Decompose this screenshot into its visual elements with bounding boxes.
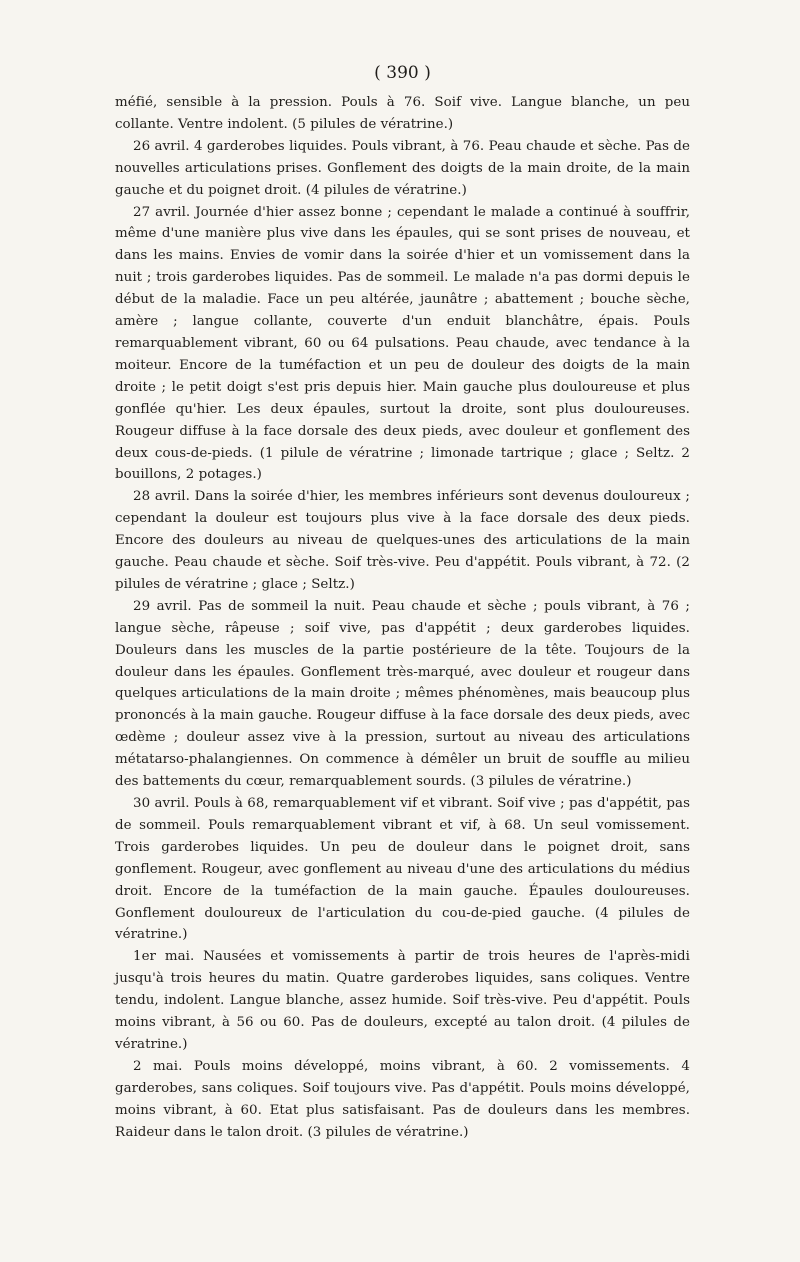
paragraph-2-mai: 2 mai. Pouls moins développé, moins vibrant, à 60. 2 vomissements. 4 garderobes, sans coliques. Soif toujours vive. Pas d'appétit. Pouls moins développé, moins vibrant, à 60. Etat plus satisfaisant. Pas de douleurs dans les membres. Raideur dans le talon droit. (3 pilules de vératrine.) [115, 1058, 690, 1140]
paragraph-1er-mai: 1er mai. Nausées et vomissements à partir de trois heures de l'après-midi jusqu'à trois heures du matin. Quatre garderobes liquides, sans coliques. Ventre tendu, indolent. Langue blanche, assez humide. Soif très-vive. Peu d'appétit. Pouls moins vibrant, à 56 ou 60. Pas de douleurs, excepté au talon droit. (4 pilules de vératrine.) [115, 949, 690, 1052]
paragraph-29-avril: 29 avril. Pas de sommeil la nuit. Peau chaude et sèche ; pouls vibrant, à 76 ; langue sèche, râpeuse ; soif vive, pas d'appétit ; deux garderobes liquides. Douleurs dans les muscles de la partie postérieure de la tête. Toujours de la douleur dans les épaules. Gonflement très-marqué, avec douleur et rougeur dans quelques articulations de la main droite ; mêmes phénomènes, mais beaucoup plus prononcés à la main gauche. Rougeur diffuse à la face dorsale des deux pieds, avec œdème ; douleur assez vive à la pression, surtout au niveau des articulations métatarso-phalangiennes. On commence à démêler un bruit de souffle au milieu des battements du cœur, remarquablement sourds. (3 pilules de vératrine.) [115, 598, 690, 790]
paragraph-continued: méfié, sensible à la pression. Pouls à 76. Soif vive. Langue blanche, un peu collante. Ventre indolent. (5 pilules de vératrine.) [115, 95, 690, 132]
document-page [115, 60, 690, 1144]
page-number: ( 390 ) [374, 63, 431, 83]
paragraph-26-avril: 26 avril. 4 garderobes liquides. Pouls vibrant, à 76. Peau chaude et sèche. Pas de nouvelles articulations prises. Gonflement des doigts de la main droite, de la main gauche et du poignet droit. (4 pilules de vératrine.) [115, 138, 690, 198]
paragraph-27-avril: 27 avril. Journée d'hier assez bonne ; cependant le malade a continué à souffrir, même d'une manière plus vive dans les épaules, qui se sont prises de nouveau, et dans les mains. Envies de vomir dans la soirée d'hier et un vomissement dans la nuit ; trois garderobes liquides. Pas de sommeil. Le malade n'a pas dormi depuis le début de la maladie. Face un peu altérée, jaunâtre ; abattement ; bouche sèche, amère ; langue collante, couverte d'un enduit blanchâtre, épais. Pouls remarquablement vibrant, 60 ou 64 pulsations. Peau chaude, avec tendance à la moiteur. Encore de la tuméfaction et un peu de douleur des doigts de la main droite ; le petit doigt s'est pris depuis hier. Main gauche plus douloureuse et plus gonflée qu'hier. Les deux épaules, surtout la droite, sont plus douloureuses. Rougeur diffuse à la face dorsale des deux pieds, avec douleur et gonflement des deux cous-de-pieds. (1 pilule de vératrine ; limonade tartrique ; glace ; Seltz. 2 bouillons, 2 potages.) [115, 204, 690, 483]
paragraph-28-avril: 28 avril. Dans la soirée d'hier, les membres inférieurs sont devenus douloureux ; cependant la douleur est toujours plus vive à la face dorsale des deux pieds. Encore des douleurs au niveau de quelques-unes des articulations de la main gauche. Peau chaude et sèche. Soif très-vive. Peu d'appétit. Pouls vibrant, à 72. (2 pilules de vératrine ; glace ; Seltz.) [115, 489, 690, 592]
paragraph-30-avril: 30 avril. Pouls à 68, remarquablement vif et vibrant. Soif vive ; pas d'appétit, pas de sommeil. Pouls remarquablement vibrant et vif, à 68. Un seul vomissement. Trois garderobes liquides. Un peu de douleur dans le poignet droit, sans gonflement. Rougeur, avec gonflement au niveau d'une des articulations du médius droit. Encore de la tuméfaction de la main gauche. Épaules douloureuses. Gonflement douloureux de l'articulation du cou-de-pied gauche. (4 pilules de vératrine.) [115, 796, 690, 943]
